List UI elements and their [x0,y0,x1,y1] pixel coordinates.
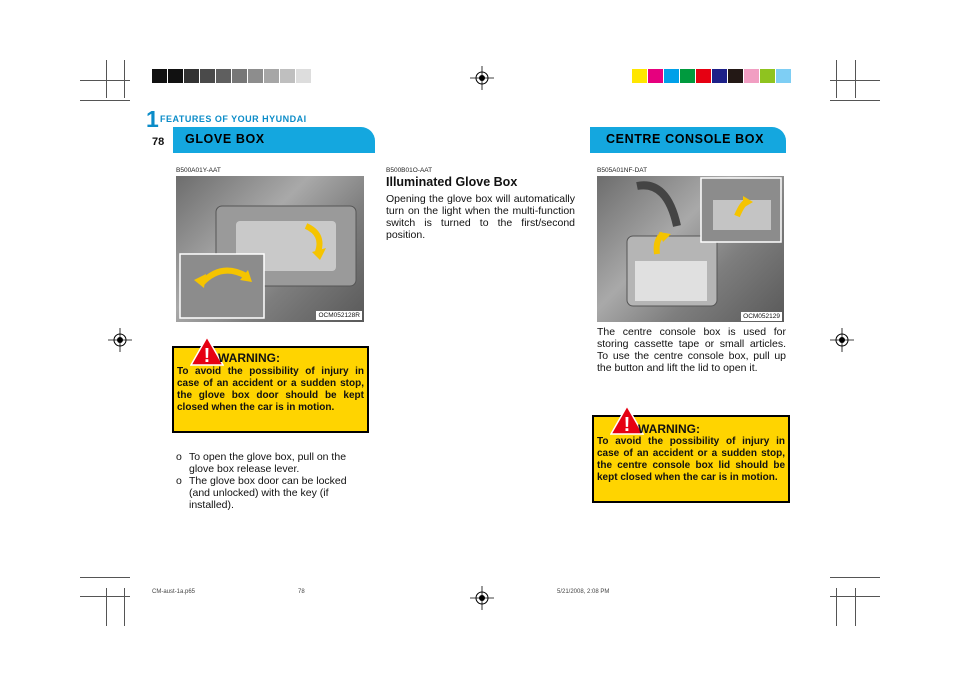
body-text: The centre console box is used for storing cassette tape or small articles. To use the centre console box, pull up the button and lift the lid to open it. [597,326,786,374]
color-swatch [728,69,743,83]
svg-text:!: ! [623,414,631,435]
bullet-text: To open the glove box, pull on the glove box release lever. [189,451,347,475]
grayscale-bar [152,69,312,83]
section-code: B500B01O-AAT [386,167,433,174]
console-box-photo [597,176,784,322]
registration-mark-icon [470,586,494,610]
console-box-illustration [597,176,784,322]
body-text: Opening the glove box will automatically turn on the light when the multi-function switch is turned to the first/second position. [386,193,575,241]
color-swatch [696,69,711,83]
color-swatch [248,69,263,83]
glove-box-photo [176,176,364,322]
subheading: Illuminated Glove Box [386,175,518,189]
color-swatch [680,69,695,83]
warning-box [172,346,369,433]
glove-box-tab [173,127,375,153]
chapter-number: 1 [146,106,159,132]
registration-mark-icon [830,328,854,352]
color-swatch [184,69,199,83]
list-item: o The glove box door can be locked (and unlocked) with the key (if installed). [176,475,366,511]
image-label: OCM052128R [318,312,360,319]
color-swatch [664,69,679,83]
footer-datetime: 5/21/2008, 2:08 PM [557,589,610,595]
color-bar [632,69,792,83]
color-swatch [296,69,311,83]
color-swatch [168,69,183,83]
warning-text: To avoid the possibility of injury in case of an accident or a sudden stop, the centre console box lid should be kept closed when the car is in motion. [597,436,785,483]
section-title: GLOVE BOX [185,132,265,146]
warning-title: WARNING: [638,422,700,436]
centre-console-tab [590,127,786,153]
color-swatch [264,69,279,83]
color-swatch [744,69,759,83]
warning-text: To avoid the possibility of injury in case of an accident or a sudden stop, the glove box door should be kept closed when the car is in motion. [177,366,364,413]
color-swatch [632,69,647,83]
bullet-list [176,451,366,511]
color-swatch [280,69,295,83]
color-swatch [200,69,215,83]
color-swatch [776,69,791,83]
warning-box [592,415,790,503]
list-item: o To open the glove box, pull on the glove box release lever. [176,451,366,475]
registration-mark-icon [470,66,494,90]
warning-title: WARNING: [218,351,280,365]
section-code: B500A01Y-AAT [176,167,221,174]
color-swatch [712,69,727,83]
bullet-text: The glove box door can be locked (and unlocked) with the key (if installed). [189,475,347,511]
color-swatch [152,69,167,83]
footer-page: 78 [298,589,305,595]
footer-file: CM-aust-1a.p65 [152,589,196,595]
image-label: OCM052129 [743,313,780,320]
svg-text:!: ! [203,345,211,366]
color-swatch [760,69,775,83]
chapter-title: FEATURES OF YOUR HYUNDAI [160,114,307,124]
registration-mark-icon [108,328,132,352]
glove-box-illustration [176,176,364,322]
page-number: 78 [152,136,165,148]
section-code: B505A01NF-DAT [597,167,648,174]
section-title: CENTRE CONSOLE BOX [606,132,765,146]
color-swatch [216,69,231,83]
color-swatch [232,69,247,83]
color-swatch [648,69,663,83]
